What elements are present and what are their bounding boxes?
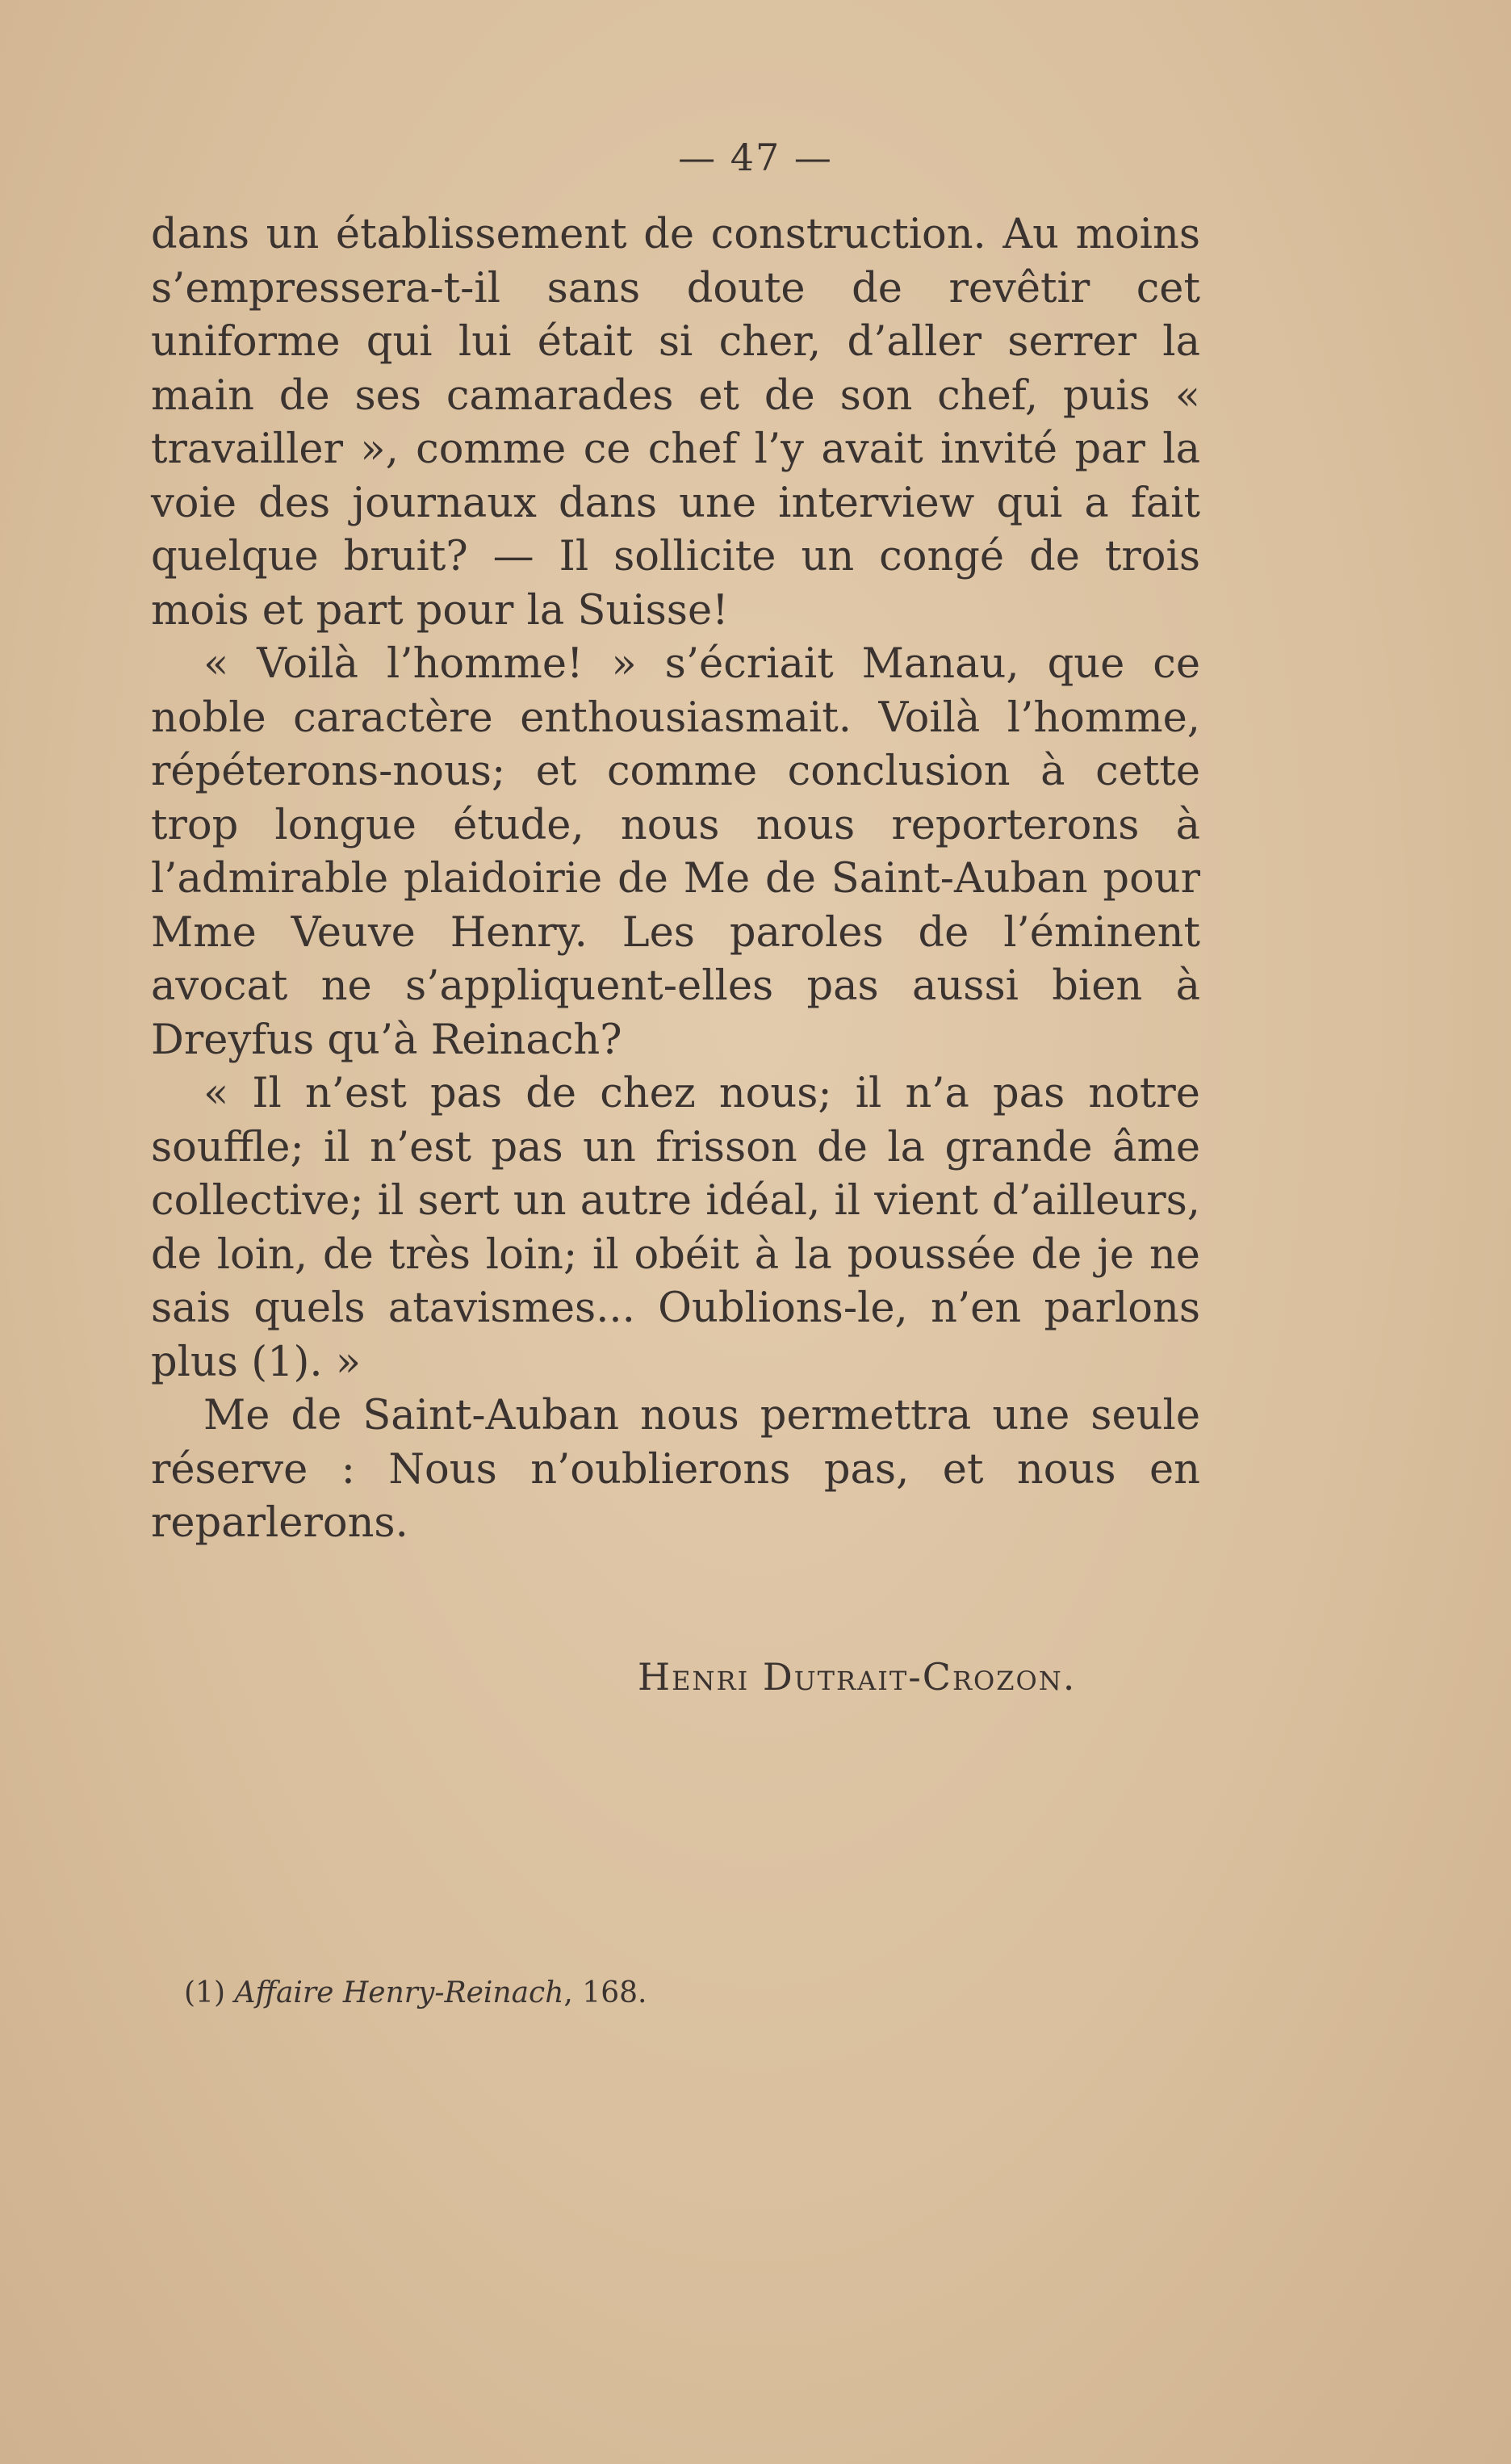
footnote-title: Affaire Henry-Reinach [234, 1976, 564, 2009]
footnote-marker: (1) [184, 1976, 225, 2009]
paragraph-4: Me de Saint-Auban nous permettra une seule réserve : Nous n’oublierons pas, et nous en reparlerons. [151, 1392, 1200, 1547]
paragraph-2: « Voilà l’homme! » s’écriait Manau, que ce noble caractère enthousiasmait. Voilà l’homme, répéterons-nous; et comme conclusion à cette trop longue étude, nous nous reporterons à l’admirable plaidoirie de Me de Saint-Auban pour Mme Veuve Henry. Les paroles de l’éminent avocat ne s’appliquent-elles pas aussi bien à Dreyfus qu’à Reinach? [151, 640, 1200, 1064]
author-signature: Henri Dutrait-Crozon. [638, 1655, 1077, 1699]
body-text [151, 208, 1200, 1551]
paragraph-1: dans un établissement de construction. Au moins s’empressera-t-il sans doute de revêtir cet uniforme qui lui était si cher, d’aller serrer la main de ses camarades et de son chef, puis « travailler », comme ce chef l’y avait invité par la voie des journaux dans une interview qui a fait quelque bruit? — Il sollicite un congé de trois mois et part pour la Suisse! [151, 211, 1200, 635]
footnote [184, 1976, 647, 2009]
footnote-page: , 168. [563, 1976, 647, 2009]
paragraph-3-quote: « Il n’est pas de chez nous; il n’a pas notre souffle; il n’est pas un frisson de la grande âme collective; il sert un autre idéal, il vient d’ailleurs, de loin, de très loin; il obéit à la poussée de je ne sais quels atavismes... Oublions-le, n’en parlons plus (1). » [151, 1070, 1200, 1386]
page-number: — 47 — [678, 136, 833, 179]
